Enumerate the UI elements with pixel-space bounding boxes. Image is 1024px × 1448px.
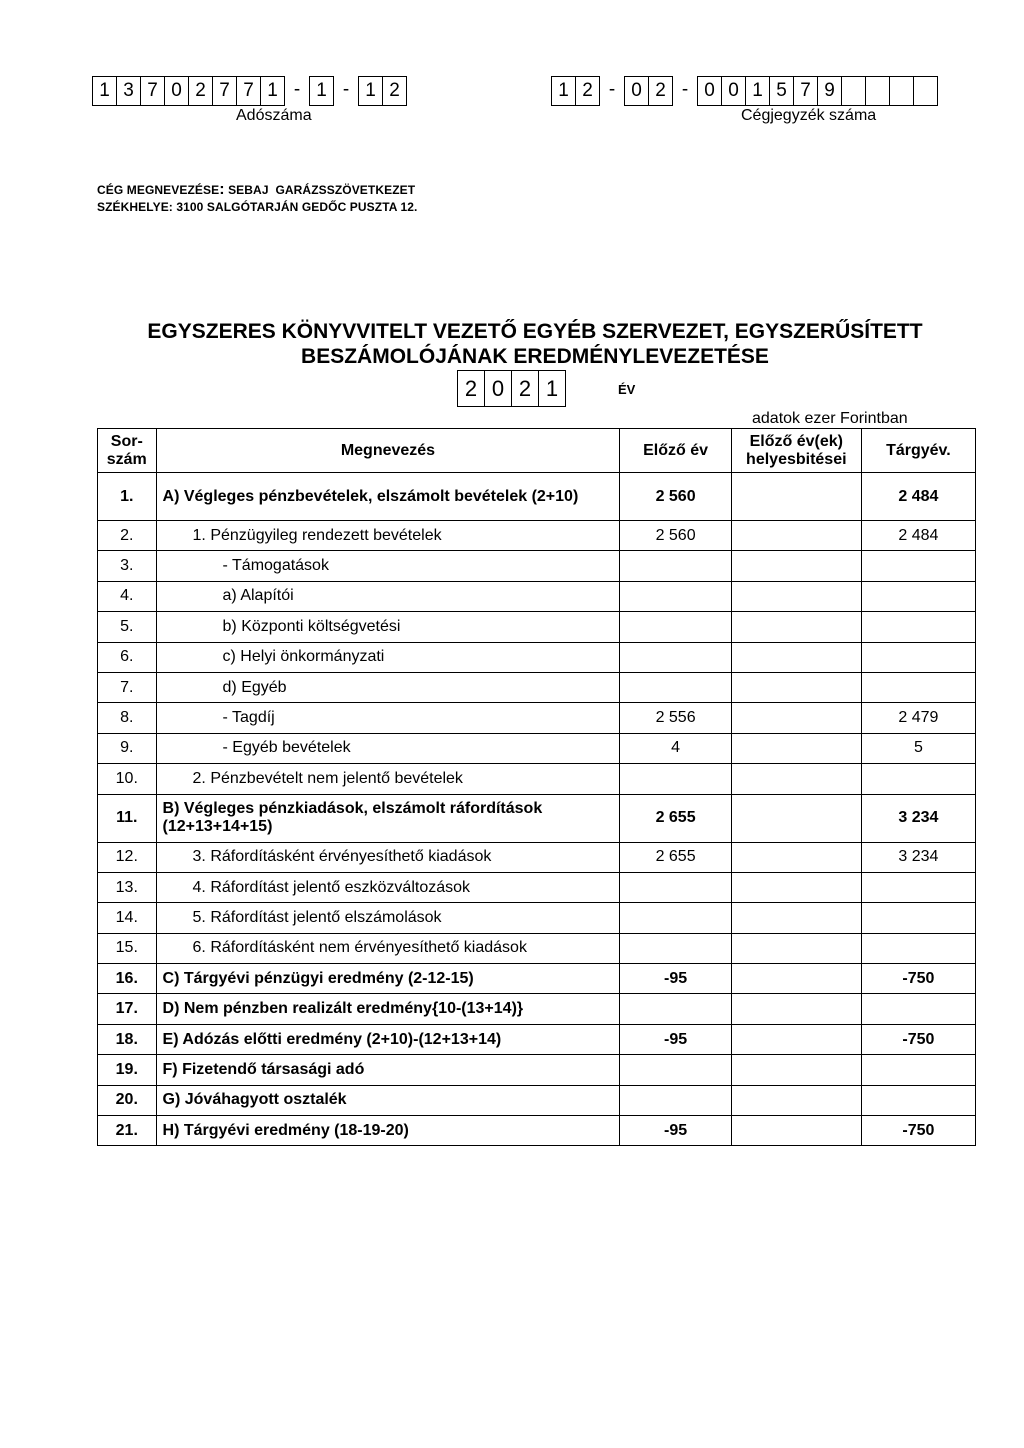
tax-number-boxes [92,76,407,106]
row-name: 2. Pénzbevételt nem jelentő bevételek [156,764,620,794]
company-name-line [97,181,415,199]
row-number: 21. [98,1116,157,1146]
registry-number-separator: - [608,79,616,100]
row-current-year: -750 [861,1116,975,1146]
row-corrections [731,933,861,963]
row-name: 6. Ráfordításként nem érvényesíthető kiadások [156,933,620,963]
row-name: - Támogatások [156,551,620,581]
tax-number-digit-box: 3 [116,76,140,106]
row-current-year: 3 234 [861,794,975,842]
header-name: Megnevezés [156,429,620,473]
row-previous-year [620,933,731,963]
table-row [98,1085,976,1115]
row-previous-year: 2 560 [620,521,731,551]
row-number: 12. [98,842,157,872]
row-corrections [731,994,861,1024]
table-header-row [98,429,976,473]
row-corrections [731,794,861,842]
unit-note: adatok ezer Forintban [752,410,908,427]
registry-number-digit-box [865,76,889,106]
row-current-year [861,551,975,581]
row-number: 3. [98,551,157,581]
tax-number-digit-box: 1 [92,76,116,106]
row-previous-year [620,612,731,642]
registry-number-digit-box: 1 [551,76,575,106]
row-corrections [731,764,861,794]
row-corrections [731,521,861,551]
tax-number-separator: - [342,79,350,100]
row-name: C) Tárgyévi pénzügyi eredmény (2-12-15) [156,964,620,994]
row-name: G) Jóváhagyott osztalék [156,1085,620,1115]
registry-number-digit-box [913,76,938,106]
registry-number-group [697,76,938,106]
row-name: D) Nem pénzben realizált eredmény{10-(13+14)} [156,994,620,1024]
registry-number-separator: - [681,79,689,100]
table-row [98,1055,976,1085]
row-number: 7. [98,672,157,702]
row-previous-year: -95 [620,1116,731,1146]
registry-number-digit-box [889,76,913,106]
registry-number-group [551,76,600,106]
tax-number-digit-box: 1 [358,76,382,106]
row-number: 14. [98,903,157,933]
row-corrections [731,551,861,581]
row-corrections [731,581,861,611]
row-current-year [861,764,975,794]
row-previous-year: 2 556 [620,703,731,733]
row-corrections [731,642,861,672]
row-previous-year: 4 [620,733,731,763]
table-row [98,764,976,794]
year-digit-box: 1 [538,370,566,407]
table-row [98,521,976,551]
row-number: 16. [98,964,157,994]
row-current-year [861,994,975,1024]
tax-number-digit-box: 7 [140,76,164,106]
table-row [98,473,976,521]
year-digit-box: 0 [484,370,511,407]
company-name: SEBAJ GARÁZSSZÖVETKEZET [228,183,416,197]
row-corrections [731,1116,861,1146]
tax-number-group [92,76,285,106]
row-number: 13. [98,872,157,902]
table-row [98,1116,976,1146]
header-corrections [731,429,861,473]
registry-number-digit-box: 1 [745,76,769,106]
registry-number-digit-box: 0 [721,76,745,106]
document-title-line1: EGYSZERES KÖNYVVITELT VEZETŐ EGYÉB SZERVEZET, EGYSZERŰSÍTETT [147,320,923,343]
row-previous-year [620,994,731,1024]
table-row [98,672,976,702]
row-number: 10. [98,764,157,794]
registry-number-digit-box: 0 [697,76,721,106]
tax-number-digit-box: 2 [188,76,212,106]
tax-number-digit-box: 0 [164,76,188,106]
row-name: E) Adózás előtti eredmény (2+10)-(12+13+14) [156,1024,620,1054]
row-previous-year [620,642,731,672]
row-number: 5. [98,612,157,642]
row-number: 9. [98,733,157,763]
row-name: c) Helyi önkormányzati [156,642,620,672]
document-title-line2: BESZÁMOLÓJÁNAK EREDMÉNYLEVEZETÉSE [301,345,769,368]
row-number: 19. [98,1055,157,1085]
table-row [98,733,976,763]
year-label: ÉV [618,382,636,397]
row-name: F) Fizetendő társasági adó [156,1055,620,1085]
row-number: 6. [98,642,157,672]
row-corrections [731,964,861,994]
company-name-label: CÉG MEGNEVEZÉSE [97,183,220,197]
row-name: d) Egyéb [156,672,620,702]
company-seat-label: SZÉKHELYE: [97,200,173,214]
row-name: - Tagdíj [156,703,620,733]
header-corrections-line2: helyesbitései [746,450,847,468]
row-name: - Egyéb bevételek [156,733,620,763]
table-row [98,551,976,581]
tax-number-label: Adószáma [236,107,312,124]
registry-number-label: Cégjegyzék száma [741,107,877,124]
row-current-year: 5 [861,733,975,763]
row-previous-year [620,672,731,702]
row-previous-year: 2 655 [620,794,731,842]
tax-number-group [309,76,334,106]
row-current-year [861,903,975,933]
table-row [98,642,976,672]
registry-number-digit-box: 5 [769,76,793,106]
row-name: b) Központi költségvetési [156,612,620,642]
row-previous-year [620,1055,731,1085]
row-corrections [731,842,861,872]
row-number: 4. [98,581,157,611]
row-corrections [731,672,861,702]
row-number: 18. [98,1024,157,1054]
table-row [98,581,976,611]
registry-number-digit-box: 9 [817,76,841,106]
header-current-year: Tárgyév. [861,429,975,473]
table-row [98,872,976,902]
row-previous-year [620,1085,731,1115]
row-name: 1. Pénzügyileg rendezett bevételek [156,521,620,551]
row-name: 3. Ráfordításként érvényesíthető kiadások [156,842,620,872]
row-name: B) Végleges pénzkiadások, elszámolt ráfordítások (12+13+14+15) [156,794,620,842]
year-boxes [457,370,566,407]
row-corrections [731,473,861,521]
tax-number-group [358,76,407,106]
tax-number-digit-box: 2 [382,76,407,106]
row-previous-year: 2 655 [620,842,731,872]
tax-number-digit-box: 1 [260,76,285,106]
row-number: 15. [98,933,157,963]
row-current-year [861,581,975,611]
row-previous-year [620,551,731,581]
row-current-year: 2 484 [861,521,975,551]
table-row [98,842,976,872]
row-corrections [731,872,861,902]
row-corrections [731,703,861,733]
row-current-year [861,1055,975,1085]
row-corrections [731,903,861,933]
year-digit-box: 2 [511,370,538,407]
row-current-year [861,612,975,642]
table-body [98,473,976,1146]
row-current-year: 2 484 [861,473,975,521]
table-row [98,903,976,933]
table-row [98,703,976,733]
company-seat: 3100 SALGÓTARJÁN GEDŐC PUSZTA 12. [176,200,418,214]
company-seat-line [97,200,417,214]
row-name: H) Tárgyévi eredmény (18-19-20) [156,1116,620,1146]
income-statement-table [97,428,976,1146]
row-number: 11. [98,794,157,842]
table-row [98,994,976,1024]
registry-number-boxes [551,76,938,106]
tax-number-digit-box: 7 [212,76,236,106]
header-row-number-line2: szám [106,450,147,468]
row-previous-year: -95 [620,1024,731,1054]
header-row-number-line1: Sor- [110,432,143,450]
row-number: 8. [98,703,157,733]
table-row [98,964,976,994]
tax-number-separator: - [293,79,301,100]
row-current-year: 3 234 [861,842,975,872]
table-row [98,933,976,963]
header-row-number [98,429,157,473]
registry-number-digit-box: 2 [648,76,673,106]
row-current-year: -750 [861,964,975,994]
row-previous-year [620,903,731,933]
row-corrections [731,733,861,763]
row-previous-year [620,764,731,794]
row-current-year [861,933,975,963]
row-name: 5. Ráfordítást jelentő elszámolások [156,903,620,933]
row-number: 20. [98,1085,157,1115]
registry-number-digit-box: 0 [624,76,648,106]
table-row [98,612,976,642]
row-current-year [861,672,975,702]
header-previous-year: Előző év [620,429,731,473]
row-corrections [731,612,861,642]
tax-number-digit-box: 1 [309,76,334,106]
row-previous-year [620,581,731,611]
row-current-year [861,1085,975,1115]
header-corrections-line1: Előző év(ek) [749,432,843,450]
row-name: A) Végleges pénzbevételek, elszámolt bevételek (2+10) [156,473,620,521]
row-number: 1. [98,473,157,521]
registry-number-digit-box: 2 [575,76,600,106]
row-current-year: -750 [861,1024,975,1054]
row-number: 2. [98,521,157,551]
row-current-year: 2 479 [861,703,975,733]
registry-number-digit-box [841,76,865,106]
row-corrections [731,1024,861,1054]
registry-number-group [624,76,673,106]
table-row [98,1024,976,1054]
year-digit-box: 2 [457,370,484,407]
row-current-year [861,642,975,672]
row-number: 17. [98,994,157,1024]
row-corrections [731,1085,861,1115]
row-corrections [731,1055,861,1085]
row-current-year [861,872,975,902]
row-previous-year [620,872,731,902]
row-name: 4. Ráfordítást jelentő eszközváltozások [156,872,620,902]
registry-number-digit-box: 7 [793,76,817,106]
table-row [98,794,976,842]
row-name: a) Alapítói [156,581,620,611]
row-previous-year: 2 560 [620,473,731,521]
row-previous-year: -95 [620,964,731,994]
company-name-separator: : [219,181,225,198]
tax-number-digit-box: 7 [236,76,260,106]
